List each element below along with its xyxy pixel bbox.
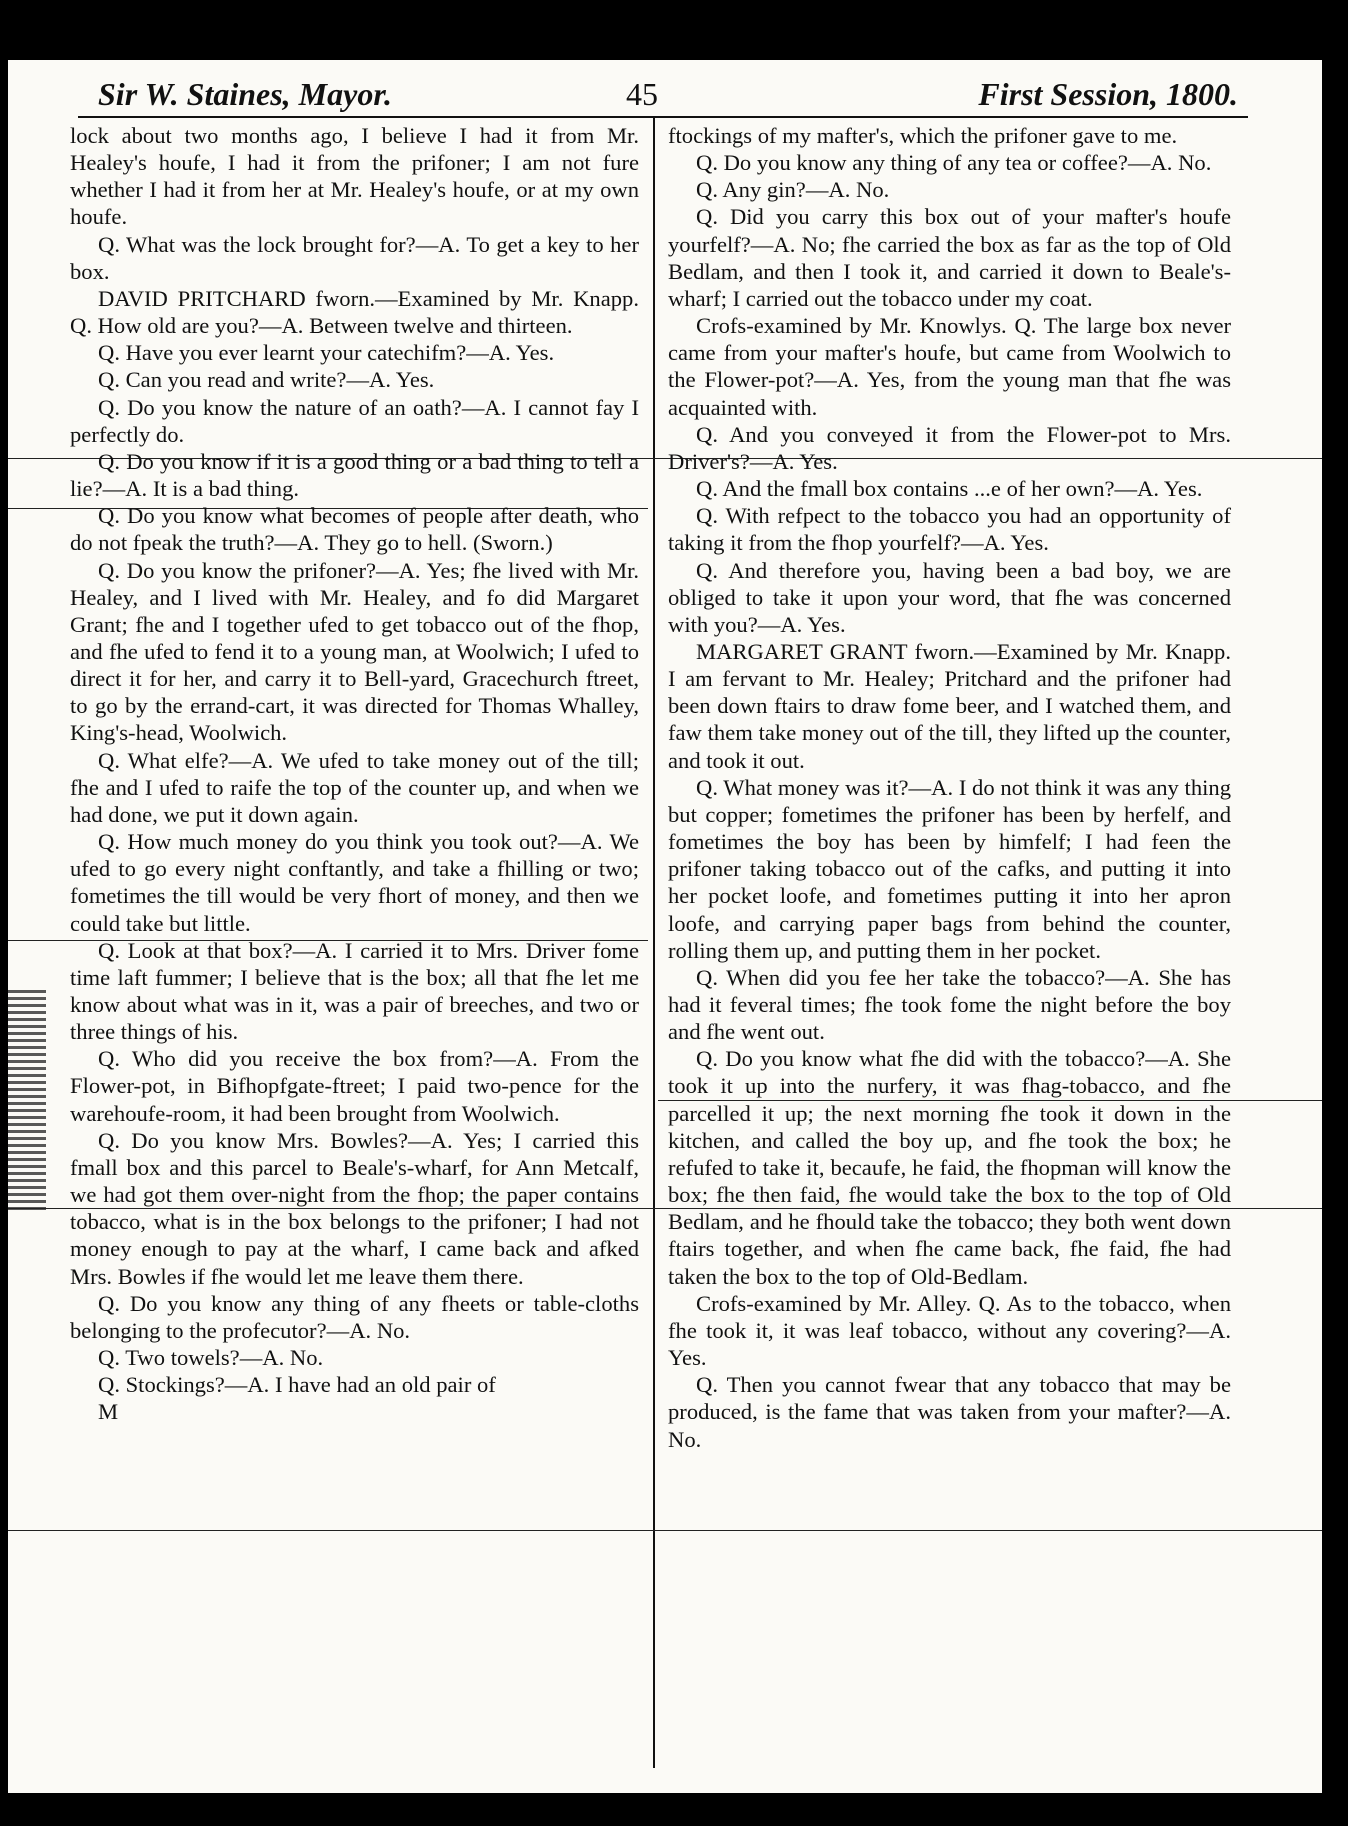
paragraph: Q. Any gin?—A. No.: [696, 177, 890, 203]
paragraph: Q. How much money do you think you took out?—A. We ufed to go every night conftantly, and take a fhilling or two; fometimes the till would be very fhort of money, and then we could take but little.: [70, 829, 639, 936]
left-column: [70, 122, 639, 1426]
paragraph: Q. Do you know Mrs. Bowles?—A. Yes; I carried this fmall box and this parcel to Beale's-wharf, for Ann Metcalf, we had got them over-night from the fhop; the paper contains tobacco, what is in the box belongs to the prifoner; I had not money enough to pay at the wharf, I came back and afked Mrs. Bowles if fhe would let me leave them there.: [70, 1127, 639, 1289]
paragraph: Q. Do you know what fhe did with the tobacco?—A. She took it up into the nurfery, it was fhag-tobacco, and fhe parcelled it up; the next morning fhe took it down in the kitchen, and called the boy up, and fhe took the box; he refufed to take it, becaufe, he faid, the fhopman will know the box; fhe then faid, fhe would take the box to the top of Old Bedlam, and he fhould take the tobacco; they both went down ftairs together, and when fhe came back, fhe faid, fhe had taken the box to the top of Old-Bedlam.: [668, 1046, 1231, 1289]
paragraph: Q. What elfe?—A. We ufed to take money out of the till; fhe and I ufed to raife the top of the counter up, and when we had done, we put it down again.: [70, 747, 639, 827]
paragraph: Crofs-examined by Mr. Knowlys. Q. The large box never came from your mafter's houfe, but came from Woolwich to the Flower-pot?—A. Yes, from the young man that fhe was acquainted with.: [668, 313, 1231, 420]
header-mayor: Sir W. Staines, Mayor.: [98, 76, 393, 112]
paragraph: Q. Look at that box?—A. I carried it to Mrs. Driver fome time laft fummer; I believe that is the box; all that fhe let me know about what was in it, was a pair of breeches, and two or three things of his.: [70, 937, 639, 1045]
paragraph: Crofs-examined by Mr. Alley. Q. As to the tobacco, when fhe took it, it was leaf tobacco, without any covering?—A. Yes.: [668, 1290, 1231, 1371]
right-column: [668, 122, 1231, 1453]
paragraph: Q. Did you carry this box out of your mafter's houfe yourfelf?—A. No; fhe carried the box as far as the top of Old Bedlam, and then I took it, and carried it down to Beale's-wharf; I carried out the tobacco under my coat.: [668, 204, 1231, 311]
paragraph: Q. Then you cannot fwear that any tobacco that may be produced, is the fame that was taken from your mafter?—A. No.: [668, 1372, 1231, 1452]
paragraph: DAVID PRITCHARD fworn.—Examined by Mr. Knapp. Q. How old are you?—A. Between twelve and thirteen.: [70, 285, 639, 339]
running-header: [98, 74, 1238, 120]
paragraph: Q. And therefore you, having been a bad boy, we are obliged to take it upon your word, that fhe was concerned with you?—A. Yes.: [668, 557, 1231, 637]
paragraph: Q. Do you know the nature of an oath?—A. I cannot fay I perfectly do.: [70, 394, 639, 447]
header-session: First Session, 1800.: [978, 76, 1238, 112]
paragraph: Q. Can you read and write?—A. Yes.: [98, 367, 435, 393]
paragraph: Q. Two towels?—A. No.: [98, 1345, 324, 1371]
paragraph: Q. Do you know the prifoner?—A. Yes; fhe lived with Mr. Healey, and I lived with Mr. Healey, and fo did Margaret Grant; fhe and I together ufed to get tobacco out of the fhop, and fhe ufed to fend it to a young man, at Woolwich; I ufed to direct it for her, and carry it to Bell-yard, Gracechurch ftreet, to go by the errand-cart, it was directed for Thomas Whalley, King's-head, Woolwich.: [70, 557, 639, 746]
paragraph: Q. What was the lock brought for?—A. To get a key to her box.: [70, 231, 639, 284]
paragraph: Q. Do you know any thing of any tea or coffee?—A. No.: [696, 150, 1212, 176]
paragraph: Q. And the fmall box contains ...e of her own?—A. Yes.: [696, 476, 1203, 502]
paragraph: Q. Who did you receive the box from?—A. From the Flower-pot, in Bifhopfgate-ftreet; I paid two-pence for the warehoufe-room, it had been brought from Woolwich.: [70, 1046, 639, 1126]
paragraph: Q. And you conveyed it from the Flower-pot to Mrs. Driver's?—A. Yes.: [668, 421, 1231, 474]
paragraph: Q. With refpect to the tobacco you had an opportunity of taking it from the fhop yourfelf?—A. Yes.: [668, 503, 1231, 556]
paragraph: Q. Do you know what becomes of people after death, who do not fpeak the truth?—A. They go to hell. (Sworn.): [70, 503, 639, 556]
paragraph: MARGARET GRANT fworn.—Examined by Mr. Knapp. I am fervant to Mr. Healey; Pritchard and the prifoner had been down ftairs to draw fome beer, and I watched them, and faw them take money out of the till, they lifted up the counter, and took it out.: [668, 638, 1231, 773]
header-rule: [78, 116, 1248, 118]
scan-rule: [8, 1530, 1322, 1531]
paragraph: Q. When did you fee her take the tobacco?—A. She has had it feveral times; fhe took fome the night before the boy and fhe went out.: [668, 964, 1231, 1045]
paragraph: ftockings of my mafter's, which the prifoner gave to me.: [668, 123, 1178, 148]
paragraph: Q. What money was it?—A. I do not think it was any thing but copper; fometimes the prifoner has been by herfelf, and fometimes the boy has been by himfelf; I had feen the prifoner taking tobacco out of the cafks, and putting it into her pocket loofe, and fometimes putting it into her apron loofe, and carrying paper bags from behind the counter, rolling them up, and putting them in her pocket.: [668, 774, 1231, 963]
column-divider: [653, 118, 655, 1768]
page-number: 45: [626, 76, 658, 112]
paragraph: lock about two months ago, I believe I had it from Mr. Healey's houfe, I had it from the prifoner; I am not fure whether I had it from her at Mr. Healey's houfe, or at my own houfe.: [70, 123, 639, 230]
paragraph: Q. Stockings?—A. I have had an old pair of: [98, 1372, 496, 1398]
paragraph: Q. Do you know any thing of any fheets or table-cloths belonging to the profecutor?—A. No.: [70, 1290, 639, 1343]
document-page: [8, 60, 1322, 1793]
binding-shadow: [8, 990, 46, 1210]
signature-mark: M: [98, 1399, 119, 1425]
paragraph: Q. Have you ever learnt your catechifm?—A. Yes.: [98, 340, 555, 366]
paragraph: Q. Do you know if it is a good thing or a bad thing to tell a lie?—A. It is a bad thing.: [70, 448, 639, 502]
